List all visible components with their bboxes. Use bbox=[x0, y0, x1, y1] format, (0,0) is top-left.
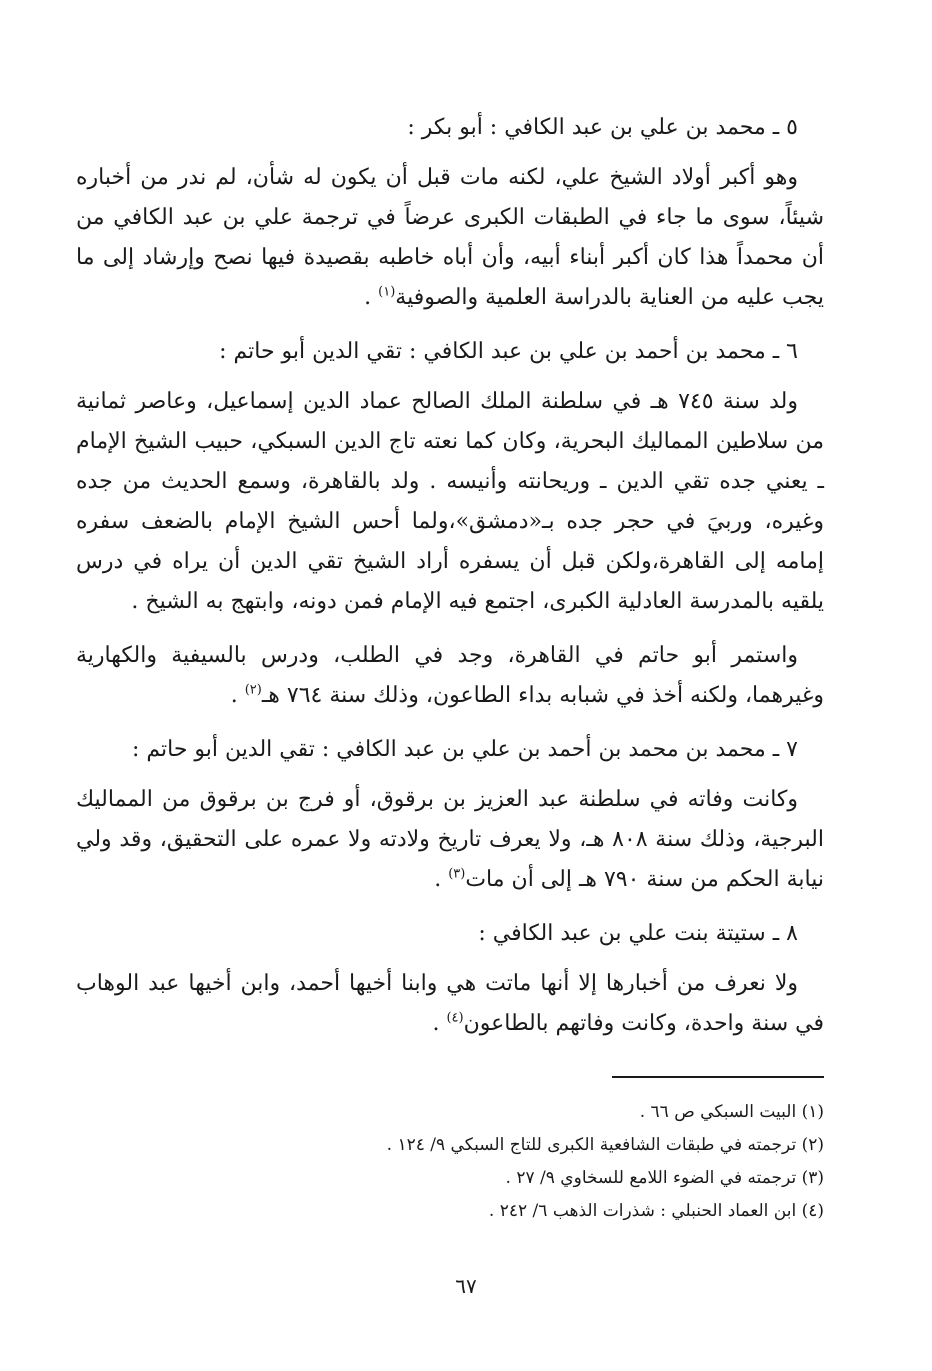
paragraph-tail: . bbox=[364, 285, 379, 310]
paragraph-tail: . bbox=[434, 867, 449, 892]
entry-paragraph bbox=[76, 780, 824, 900]
footnote-4: (٤) ابن العماد الحنبلي : شذرات الذهب ٦/ ٢٤٢ . bbox=[488, 1201, 824, 1221]
footnote-2: (٢) ترجمته في طبقات الشافعية الكبرى للتاج السبكي ٩/ ١٢٤ . bbox=[386, 1135, 824, 1155]
entry-paragraph bbox=[76, 636, 824, 716]
footnote-marker: (٣) bbox=[448, 866, 466, 882]
entry-paragraph bbox=[76, 158, 824, 318]
footnote-1: (١) البيت السبكي ص ٦٦ . bbox=[639, 1102, 824, 1122]
footnote-3: (٣) ترجمته في الضوء اللامع للسخاوي ٩/ ٢٧ . bbox=[505, 1168, 824, 1188]
entry-heading: ٦ ـ محمد بن أحمد بن علي بن عبد الكافي : تقي الدين أبو حاتم : bbox=[219, 339, 798, 364]
footnotes bbox=[124, 1096, 824, 1228]
entry-paragraph bbox=[76, 382, 824, 622]
paragraph-text: ولا نعرف من أخبارها إلا أنها ماتت هي وابنا أخيها أحمد، وابن أخيها عبد الوهاب في سنة واحدة، وكانت وفاتهم بالطاعون bbox=[76, 971, 824, 1036]
entry-5 bbox=[76, 108, 824, 318]
paragraph-text: واستمر أبو حاتم في القاهرة، وجد في الطلب، ودرس بالسيفية والكهارية وغيرهما، ولكنه أخذ في شبابه بداء الطاعون، وذلك سنة ٧٦٤ هـ bbox=[76, 643, 824, 708]
paragraph-tail: . bbox=[432, 1011, 447, 1036]
entry-heading: ٥ ـ محمد بن علي بن عبد الكافي : أبو بكر : bbox=[407, 115, 798, 140]
paragraph-tail: . bbox=[230, 683, 245, 708]
paragraph-text: وكانت وفاته في سلطنة عبد العزيز بن برقوق، أو فرج بن برقوق من المماليك البرجية، وذلك سنة ٨٠٨ هـ، ولا يعرف تاريخ ولادته ولا عمره على التحقيق، وقد ولي نيابة الحكم من سنة ٧٩٠ هـ إلى أن مات bbox=[76, 787, 824, 892]
footnote-marker: (١) bbox=[378, 284, 396, 300]
entry-paragraph bbox=[76, 964, 824, 1044]
entry-7 bbox=[76, 730, 824, 900]
entry-6 bbox=[76, 332, 824, 716]
entry-heading: ٧ ـ محمد بن محمد بن أحمد بن علي بن عبد الكافي : تقي الدين أبو حاتم : bbox=[131, 737, 798, 762]
paragraph-text: وهو أكبر أولاد الشيخ علي، لكنه مات قبل أن يكون له شأن، لم ندر من أخباره شيئاً، سوى ما جاء في الطبقات الكبرى عرضاً في ترجمة علي بن عبد الكافي من أن محمداً هذا كان أكبر أبناء أبيه، وأن أباه خاطبه بقصيدة فيها نصح وإرشاد إلى ما يجب عليه من العناية بالدراسة العلمية والصوفية bbox=[76, 165, 824, 310]
page-number: ٦٧ bbox=[455, 1274, 477, 1298]
entry-8 bbox=[76, 914, 824, 1044]
page-body bbox=[76, 108, 824, 1058]
entry-heading: ٨ ـ ستيتة بنت علي بن عبد الكافي : bbox=[478, 921, 798, 946]
footnote-divider bbox=[612, 1076, 824, 1078]
footnote-marker: (٢) bbox=[244, 682, 262, 698]
footnote-marker: (٤) bbox=[446, 1010, 464, 1026]
paragraph-text: ولد سنة ٧٤٥ هـ في سلطنة الملك الصالح عماد الدين إسماعيل، وعاصر ثمانية من سلاطين المماليك البحرية، وكان كما نعته تاج الدين السبكي، حبيب الشيخ الإمام ـ يعني جده تقي الدين ـ وريحانته وأنيسه . ولد بالقاهرة، وسمع الحديث من جده وغيره، وربيَ في حجر جده بـ«دمشق»،ولما أحس الشيخ الإمام بالضعف سفره إمامه إلى القاهرة،ولكن قبل أن يسفره أراد الشيخ تقي الدين أن يراه في درس يلقيه بالمدرسة العادلية الكبرى، اجتمع فيه الإمام فمن دونه، وابتهج به الشيخ . bbox=[76, 389, 824, 614]
